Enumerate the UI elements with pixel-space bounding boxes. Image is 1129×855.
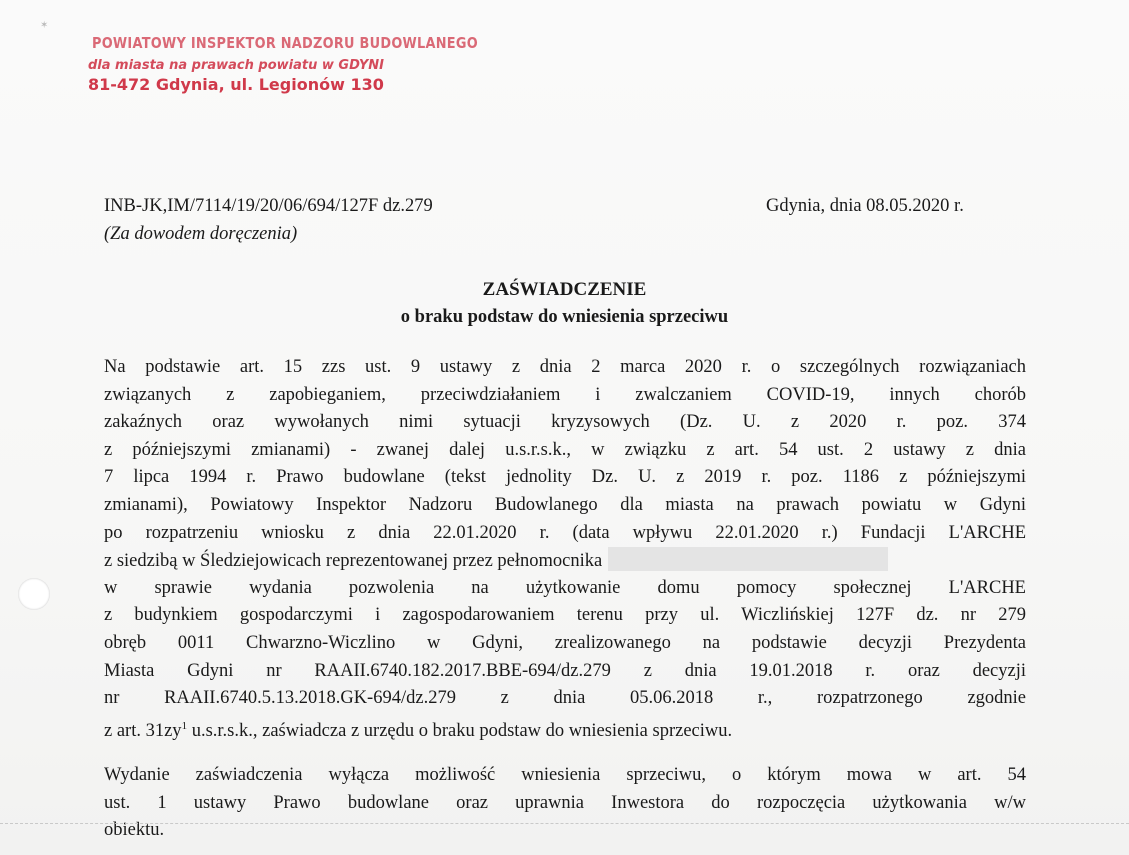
place-date: Gdynia, dnia 08.05.2020 r.: [766, 196, 964, 216]
paragraph-line-last: [104, 713, 1026, 741]
stamp-line-2: dla miasta na prawach powiatu w GDYNI: [88, 58, 384, 73]
stamp-line-3: 81-472 Gdynia, ul. Legionów 130: [88, 75, 384, 94]
paragraph-line: zakaźnych oraz wywołanych nimi sytuacji kryzysowych (Dz. U. z 2020 r. poz. 374: [104, 412, 1026, 433]
office-stamp: [88, 36, 541, 93]
paragraph-main: [104, 354, 1026, 740]
stamp-line-1: POWIATOWY INSPEKTOR NADZORU BUDOWLANEGO: [92, 34, 478, 52]
paragraph-line: Wydanie zaświadczenia wyłącza możliwość wniesienia sprzeciwu, o którym mowa w art. 54: [104, 765, 1026, 785]
paragraph-line-text: z siedzibą w Śledziejowicach reprezentowanej przez pełnomocnika: [104, 551, 603, 572]
corner-mark: ✶: [40, 20, 49, 31]
paragraph-line: związanych z zapobieganiem, przeciwdziałaniem i zwalczaniem COVID-19, innych chorób: [104, 384, 1026, 405]
paragraph-line: po rozpatrzeniu wniosku z dnia 22.01.2020 r. (data wpływu 22.01.2020 r.) Fundacji L'ARCHE: [104, 522, 1026, 543]
document-title: ZAŚWIADCZENIE: [482, 279, 647, 300]
paragraph-line: w sprawie wydania pozwolenia na użytkowanie domu pomocy społecznej L'ARCHE: [104, 577, 1026, 598]
paragraph-line: obiektu.: [104, 820, 165, 841]
last-line-end: u.s.r.s.k., zaświadcza z urzędu o braku podstaw do wniesienia sprzeciwu.: [187, 720, 733, 741]
document-subtitle: o braku podstaw do wniesienia sprzeciwu: [400, 307, 729, 327]
paragraph-line: Miasta Gdyni nr RAAII.6740.182.2017.BBE-694/dz.279 z dnia 19.01.2018 r. oraz decyzji: [104, 660, 1026, 681]
paragraph-line: z późniejszymi zmianami) - zwanej dalej u.s.r.s.k., w związku z art. 54 ust. 2 ustawy z dnia: [104, 439, 1026, 460]
reference-number: INB-JK,IM/7114/19/20/06/694/127F dz.279: [104, 196, 433, 216]
paragraph-line-with-redaction: [104, 547, 1026, 575]
superscript-one: 1: [181, 719, 188, 732]
redacted-name-block: [608, 547, 888, 571]
paragraph-line: Na podstawie art. 15 zzs ust. 9 ustawy z dnia 2 marca 2020 r. o szczególnych rozwiązaniach: [104, 357, 1026, 377]
delivery-note: (Za dowodem doręczenia): [104, 224, 298, 244]
punch-hole: [18, 578, 50, 610]
paragraph-line: obręb 0011 Chwarzno-Wiczlino w Gdyni, zrealizowanego na podstawie decyzji Prezydenta: [104, 632, 1026, 653]
paragraph-line: 7 lipca 1994 r. Prawo budowlane (tekst jednolity Dz. U. z 2019 r. poz. 1186 z późniejszymi: [104, 467, 1026, 488]
paragraph-line: z budynkiem gospodarczymi i zagospodarowaniem terenu przy ul. Wiczlińskiej 127F dz. nr 279: [104, 605, 1026, 626]
last-line-start: z art. 31zy: [104, 720, 182, 741]
paragraph-second: [104, 762, 1026, 845]
paragraph-line: ust. 1 ustawy Prawo budowlane oraz uprawnia Inwestora do rozpoczęcia użytkowania w/w: [104, 792, 1026, 813]
paragraph-line: zmianami), Powiatowy Inspektor Nadzoru Budowlanego dla miasta na prawach powiatu w Gdyni: [104, 494, 1026, 515]
paragraph-line: nr RAAII.6740.5.13.2018.GK-694/dz.279 z dnia 05.06.2018 r., rozpatrzonego zgodnie: [104, 688, 1026, 709]
paper-fold-line: [0, 823, 1129, 824]
